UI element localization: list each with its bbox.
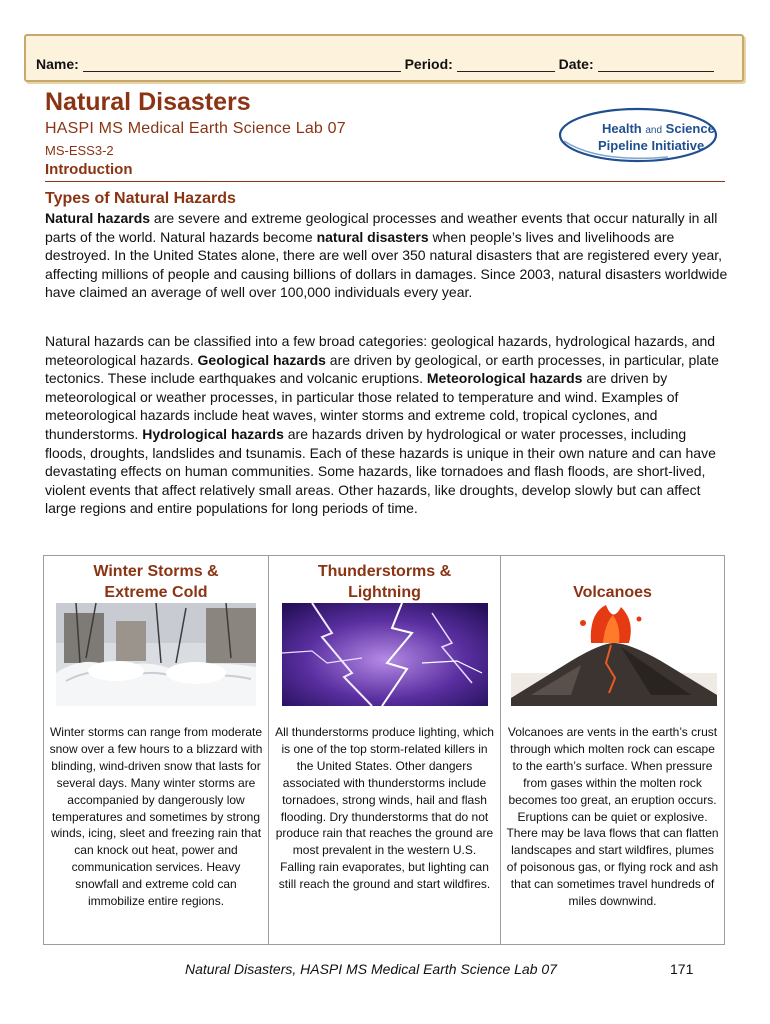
hazard-heading [44, 561, 268, 603]
hazard-heading [501, 561, 724, 603]
term-geological-hazards: Geological hazards [197, 351, 326, 368]
date-label: Date: [558, 56, 594, 72]
name-label: Name: [36, 56, 79, 72]
hazard-heading-line2: Lightning [348, 584, 421, 601]
term-natural-disasters: natural disasters [316, 228, 429, 245]
logo-line2: Pipeline Initiative [598, 138, 705, 153]
hazard-description: All thunderstorms produce lighting, which is one of the top storm-related killers in the United States. Other dangers associated with thunderstorms include tornadoes, strong winds, hail and flash flooding. Dry thunderstorms that do not produce rain that reaches the ground are most prevalent in the western U.S. Falling rain evaporates, but lighting can still reach the ground and start wildfires. [275, 725, 494, 892]
winter-storm-photo [56, 603, 256, 706]
lab-subtitle: HASPI MS Medical Earth Science Lab 07 [45, 120, 346, 137]
period-label: Period: [404, 56, 453, 72]
hazard-column-thunderstorm [268, 556, 500, 944]
para2-text-3: are driven by meteorological or weather processes, in particular those related to temperature and wind. Examples of meteorological hazards include heat waves, winter storms and extreme cold, tropical cyclones, and thunderstorms. [45, 370, 679, 442]
intro-paragraph-1 [45, 209, 730, 302]
section-divider [45, 181, 725, 182]
term-natural-hazards: Natural hazards [45, 210, 151, 226]
volcano-photo [511, 603, 717, 706]
hazard-column-winter [44, 556, 268, 944]
page-footer: Natural Disasters, HASPI MS Medical Earth Science Lab 07 [185, 961, 557, 977]
hazard-heading-line2: Volcanoes [573, 584, 652, 601]
logo-swoosh-icon [558, 107, 718, 163]
logo-word-science: Science [665, 121, 715, 136]
student-info-form [24, 34, 744, 82]
standard-code: MS-ESS3-2 [45, 143, 114, 158]
para1-text-2: when people’s lives and livelihoods are destroyed. In the United States alone, there are well over 350 natural disasters that are registered every year, affecting millions of people and causing billions of dollars in damages. Since 2003, natural disasters worldwide have claimed an average of well over 100,000 individuals every year. [45, 228, 728, 301]
hazard-heading-line1 [501, 561, 724, 582]
para2-text-1: Natural hazards can be classified into a few broad categories: geological hazards, hydrological hazards, and meteorological hazards. [45, 333, 716, 368]
hazard-description: Volcanoes are vents in the earth’s crust through which molten rock can escape to the earth’s surface. When pressure from gases within the molten rock becomes too great, an eruption occurs. Eruptions can be quiet or explosive. There may be lava flows that can flatten landscapes and start wildfires, plumes of poisonous gas, or flying rock and ash that can sometimes travel hundreds of miles downwind. [506, 725, 719, 909]
hazard-heading-line1: Winter Storms & [93, 563, 219, 580]
student-info-row [36, 56, 732, 72]
logo-word-and: and [645, 125, 663, 136]
period-field[interactable] [457, 57, 555, 72]
intro-paragraph-2 [45, 332, 730, 518]
term-hydrological-hazards: Hydrological hazards [142, 425, 284, 442]
hazard-column-volcano [500, 556, 724, 944]
svg-text:Health and Science [602, 121, 715, 136]
para1-text-1: are severe and extreme geological processes and weather events that occur naturally in all parts of the world. Natural hazards become [45, 210, 718, 245]
para2-text-2: are driven by geological, or earth processes, in particular, plate tectonics. These include earthquakes and volcanic eruptions. [45, 351, 719, 387]
hazard-heading-line2: Extreme Cold [104, 584, 208, 601]
page-title: Natural Disasters [45, 88, 251, 116]
page-number: 171 [670, 961, 694, 977]
date-field[interactable] [598, 57, 714, 72]
section-heading: Introduction [45, 161, 133, 178]
hazard-description: Winter storms can range from moderate snow over a few hours to a blizzard with blinding, wind-driven snow that lasts for several days. Many winter storms are accompanied by dangerously low temperatures and sometimes by strong winds, icing, sleet and freezing rain that can knock out heat, power and communication services. Heavy snowfall and extreme cold can immobilize entire regions. [49, 725, 263, 909]
name-field[interactable] [83, 57, 401, 72]
term-meteorological-hazards: Meteorological hazards [426, 370, 583, 387]
haspi-logo [558, 107, 718, 163]
para2-text-4: are hazards driven by hydrological or water processes, including floods, droughts, landslides and tsunamis. Each of these hazards is unique in their own nature and can have devastating effects on human communities. Some hazards, like tornadoes and flash floods, are short-lived, violent events that affect relatively small areas. Other hazards, like droughts, develop slowly but can affect large regions and entire populations for long periods of time. [45, 425, 716, 517]
hazard-table [43, 555, 725, 945]
hazard-heading [269, 561, 500, 603]
types-subheading: Types of Natural Hazards [45, 190, 236, 207]
hazard-heading-line1: Thunderstorms & [317, 563, 452, 580]
logo-word-health: Health [602, 121, 642, 136]
lightning-photo [282, 603, 488, 706]
